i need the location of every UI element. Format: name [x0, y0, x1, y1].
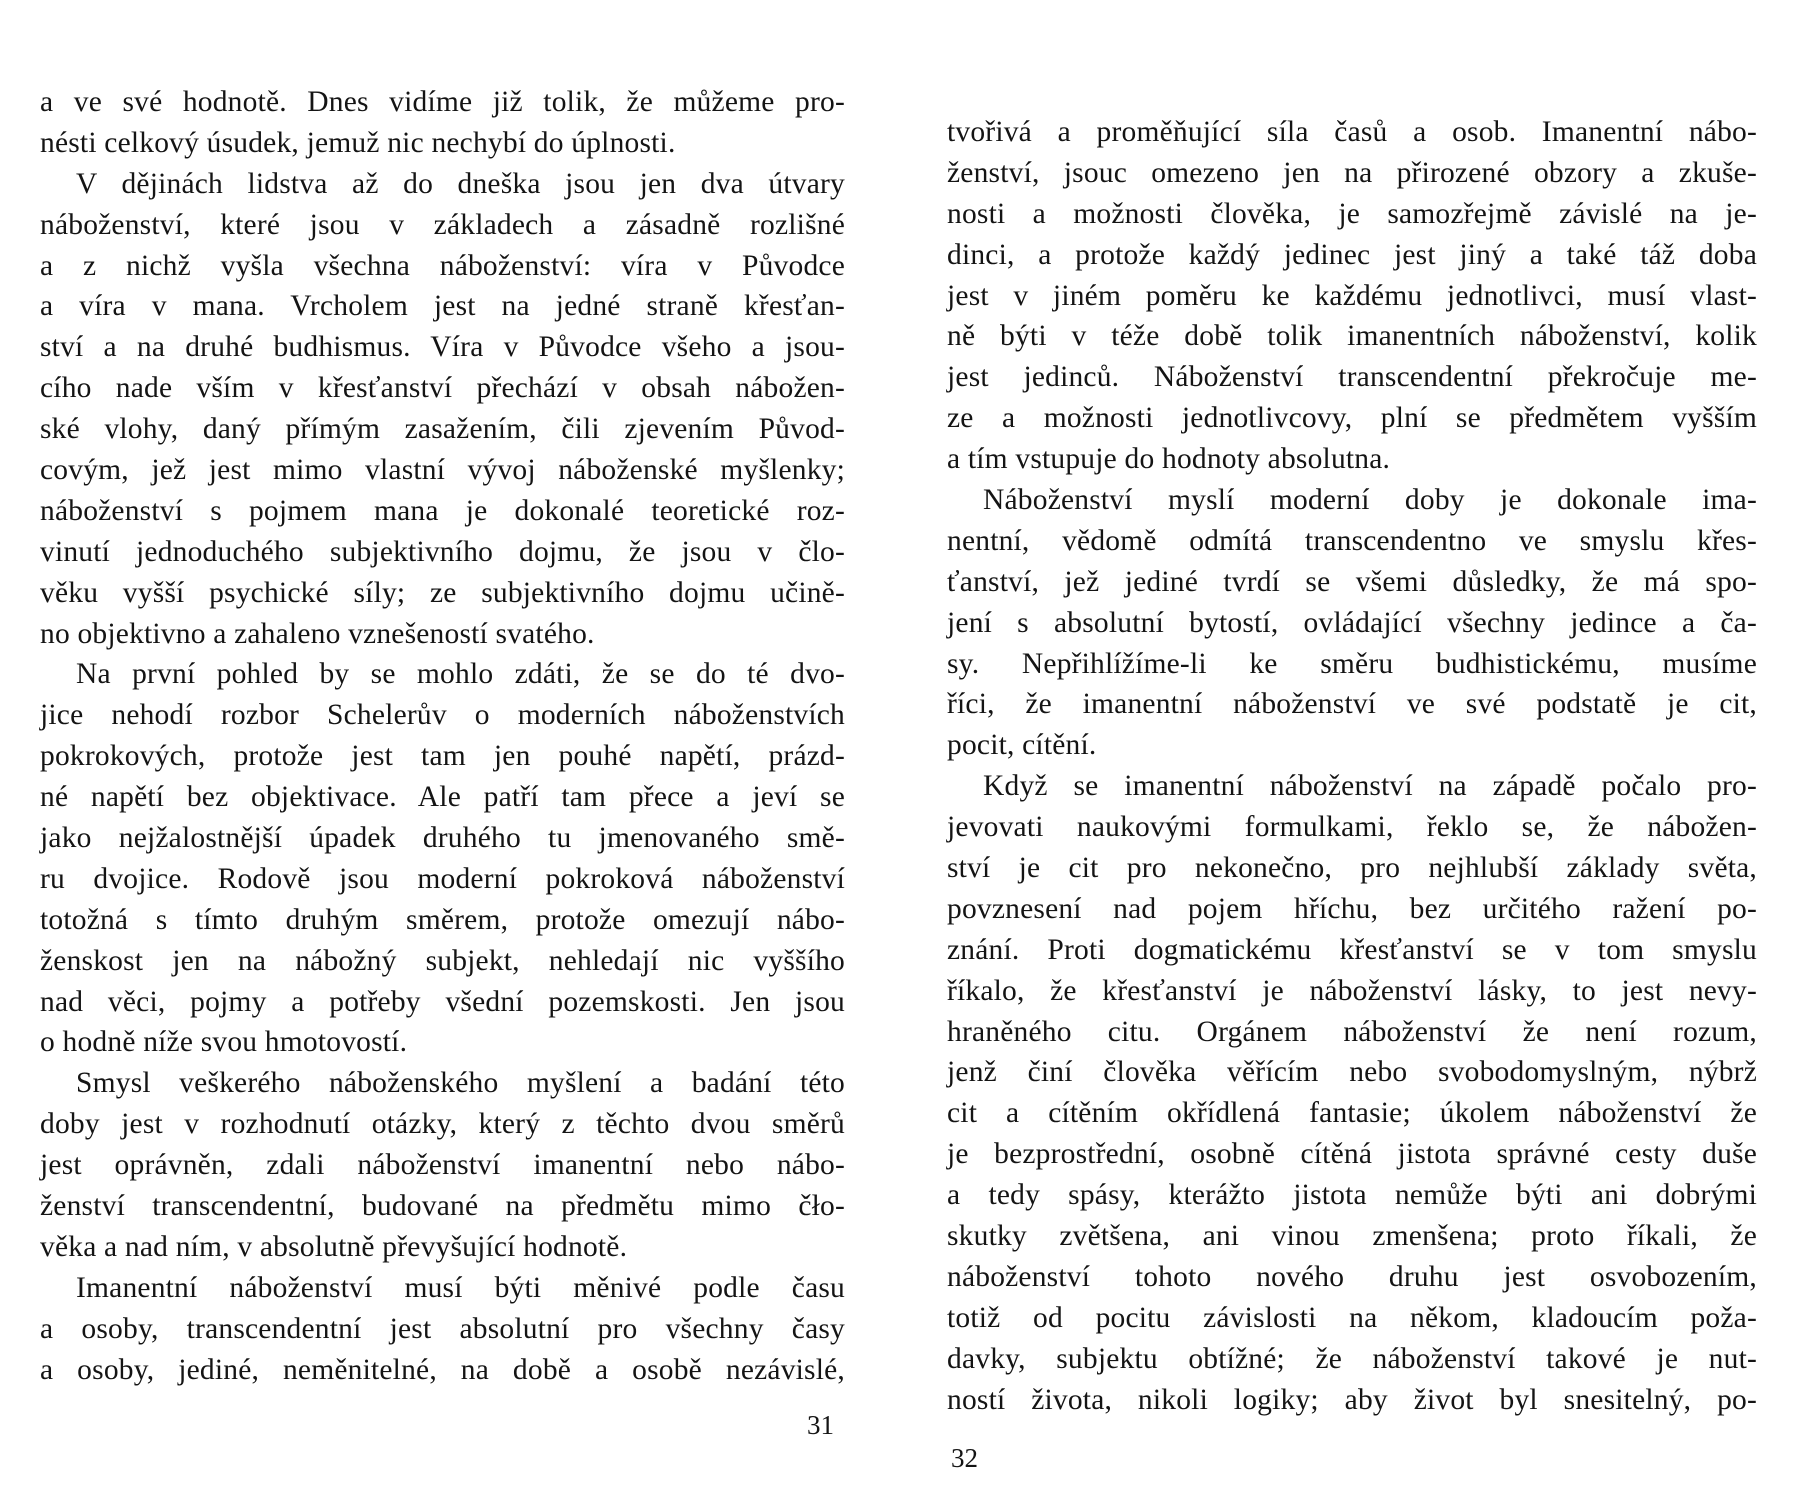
text-line: ženství transcendentní, budované na předmětu mimo čło- — [40, 1190, 845, 1223]
text-line: Náboženství myslí moderní doby je dokonale ima- — [983, 484, 1757, 517]
text-line: náboženství, které jsou v základech a zásadně rozlišné — [40, 208, 845, 241]
text-line: doby jest v rozhodnutí otázky, který z těchto dvou směrů — [40, 1108, 845, 1141]
text-line: cího nade vším v křesťanství přechází v obsah nábožen- — [40, 372, 845, 405]
text-line: ně býti v téže době tolik imanentních náboženství, kolik — [947, 320, 1757, 353]
text-line: totiž od pocitu závislosti na někom, kladoucím poža- — [947, 1301, 1757, 1334]
text-line: jest v jiném poměru ke každému jednotlivci, musí vlast- — [947, 279, 1757, 312]
text-line: ství a na druhé budhismus. Víra v Původce všeho a jsou- — [40, 331, 845, 364]
text-line: V dějinách lidstva až do dneška jsou jen dva útvary — [76, 167, 845, 200]
text-line: nésti celkový úsudek, jemuž nic nechybí do úplnosti. — [40, 126, 676, 159]
text-line: cit a cítěním okřídlená fantasie; úkolem náboženství že — [947, 1097, 1757, 1130]
text-line: ností života, nikoli logiky; aby život byl snesitelný, po- — [947, 1383, 1757, 1416]
text-line: tvořivá a proměňující síla časů a osob. Imanentní nábo- — [947, 116, 1757, 148]
text-line: povznesení nad pojem hříchu, bez určitého ražení po- — [947, 892, 1757, 925]
text-line: ru dvojice. Rodově jsou moderní pokroková náboženství — [40, 862, 845, 895]
text-line: nad věci, pojmy a potřeby všední pozemskosti. Jen jsou — [40, 985, 845, 1018]
text-line: o hodně níže svou hmotovostí. — [40, 1026, 408, 1059]
text-line: a osoby, transcendentní jest absolutní pro všechny časy — [40, 1312, 845, 1345]
text-line: nosti a možnosti člověka, je samozřejmě závislé na je- — [947, 197, 1757, 230]
left-page-text — [40, 82, 845, 1391]
text-line: říci, že imanentní náboženství ve své podstatě je cit, — [947, 688, 1757, 721]
text-line: covým, jež jest mimo vlastní vývoj náboženské myšlenky; — [40, 454, 845, 487]
text-line: hraněného citu. Orgánem náboženství že není rozum, — [947, 1015, 1757, 1048]
left-page-number: 31 — [807, 1410, 834, 1440]
text-line: říkalo, že křesťanství je náboženství lásky, to jest nevy- — [947, 974, 1757, 1007]
text-line: totožná s tímto druhým směrem, protože omezují nábo- — [40, 903, 845, 936]
text-line: ťanství, jež jediné tvrdí se všemi důsledky, že má spo- — [947, 565, 1757, 598]
text-line: pocit, cítění. — [947, 729, 1097, 762]
text-line: jako nejžalostnější úpadek druhého tu jmenovaného smě- — [40, 822, 845, 855]
text-line: náboženství tohoto nového druhu jest osvobozením, — [947, 1260, 1757, 1293]
text-line: náboženství s pojmem mana je dokonalé teoretické roz- — [40, 494, 845, 527]
text-line: a z nichž vyšla všechna náboženství: víra v Původce — [40, 249, 845, 282]
text-line: znání. Proti dogmatickému křesťanství se v tom smyslu — [947, 933, 1757, 966]
text-line: né napětí bez objektivace. Ale patří tam přece a jeví se — [40, 781, 845, 814]
text-line: Na první pohled by se mohlo zdáti, že se do té dvo- — [76, 658, 845, 691]
text-line: ze a možnosti jednotlivcovy, plní se předmětem vyšším — [947, 402, 1757, 435]
text-line: jenž činí člověka věřícím nebo svobodomyslným, nýbrž — [947, 1056, 1757, 1089]
text-line: jest oprávněn, zdali náboženství imanentní nebo nábo- — [40, 1149, 845, 1182]
text-line: nentní, vědomě odmítá transcendentno ve smyslu křes- — [947, 524, 1757, 557]
text-line: Imanentní náboženství musí býti měnivé podle času — [76, 1271, 845, 1304]
text-line: dinci, a protože každý jedinec jest jiný a také táž doba — [947, 238, 1757, 271]
text-line: no objektivno a zahaleno vznešeností svatého. — [40, 617, 595, 650]
text-line: jest jedinců. Náboženství transcendentní překročuje me- — [947, 361, 1757, 394]
text-line: Když se imanentní náboženství na západě počalo pro- — [983, 770, 1757, 803]
text-line: jevovati naukovými formulkami, řeklo se, že nábožen- — [947, 811, 1757, 844]
text-line: je bezprostřední, osobně cítěná jistota správné cesty duše — [947, 1138, 1757, 1171]
text-line: Smysl veškerého náboženského myšlení a badání této — [76, 1067, 845, 1100]
text-line: věka a nad ním, v absolutně převyšující hodnotě. — [40, 1230, 628, 1263]
text-line: a tím vstupuje do hodnoty absolutna. — [947, 443, 1391, 476]
right-page-number: 32 — [951, 1443, 978, 1473]
text-line: a ve své hodnotě. Dnes vidíme již tolik, že můžeme pro- — [40, 86, 845, 118]
text-line: davky, subjektu obtížné; že náboženství takové je nut- — [947, 1342, 1757, 1375]
text-line: ženskost jen na nábožný subjekt, nehledají nic vyššího — [40, 944, 845, 977]
text-line: ženství, jsouc omezeno jen na přirozené obzory a zkuše- — [947, 156, 1757, 189]
right-page-text — [947, 112, 1757, 1421]
text-line: jení s absolutní bytostí, ovládající všechny jedince a ča- — [947, 606, 1757, 639]
text-line: pokrokových, protože jest tam jen pouhé napětí, prázd- — [40, 740, 845, 773]
text-line: a tedy spásy, kterážto jistota nemůže býti ani dobrými — [947, 1179, 1757, 1212]
text-line: vinutí jednoduchého subjektivního dojmu, že jsou v člo- — [40, 535, 845, 568]
text-line: a osoby, jediné, neměnitelné, na době a osobě nezávislé, — [40, 1353, 845, 1386]
text-line: ské vlohy, daný přímým zasažením, čili zjevením Původ- — [40, 413, 845, 446]
text-line: a víra v mana. Vrcholem jest na jedné straně křesťan- — [40, 290, 845, 323]
text-line: věku vyšší psychické síly; ze subjektivního dojmu učině- — [40, 576, 845, 609]
text-line: jice nehodí rozbor Schelerův o moderních náboženstvích — [40, 699, 845, 732]
text-line: skutky zvětšena, ani vinou zmenšena; proto říkali, že — [947, 1220, 1757, 1253]
text-line: ství je cit pro nekonečno, pro nejhlubší základy světa, — [947, 852, 1757, 885]
text-line: sy. Nepřihlížíme-li ke směru budhistickému, musíme — [947, 647, 1757, 680]
